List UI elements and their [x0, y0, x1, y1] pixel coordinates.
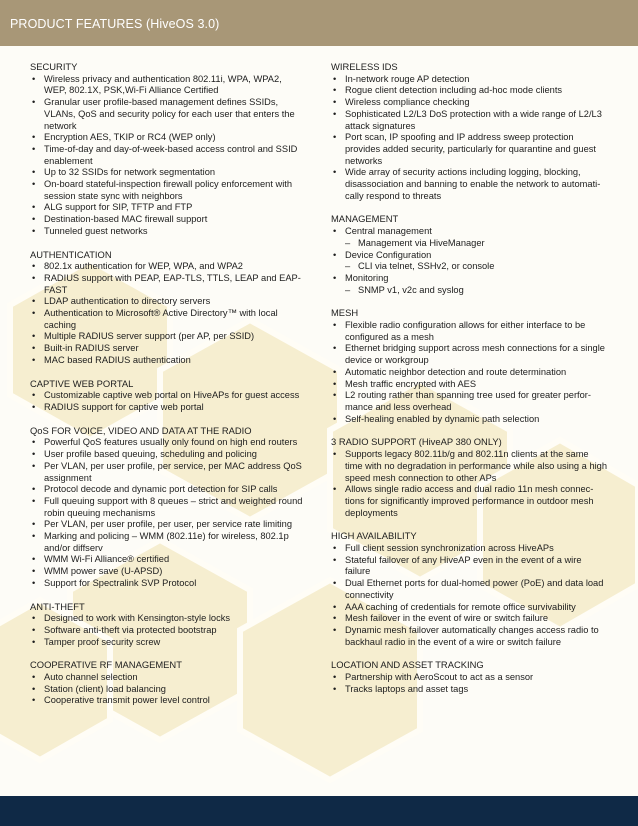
- feature-list: [331, 449, 607, 519]
- left-column: [30, 61, 304, 718]
- section-title: 3 RADIO SUPPORT (HiveAP 380 ONLY): [331, 436, 502, 448]
- list-item: • Authentication to Microsoft® Active Directory™ with local caching: [30, 308, 304, 331]
- list-item: • Multiple RADIUS server support (per AP, per SSID): [30, 331, 304, 343]
- section-authentication: [30, 249, 304, 367]
- sub-list-item: – SNMP v1, v2c and syslog: [331, 285, 607, 297]
- list-item: • Tracks laptops and asset tags: [331, 684, 607, 696]
- section-location-and-asset-tracking: [331, 659, 607, 695]
- section-mesh: [331, 307, 607, 425]
- list-item: • ALG support for SIP, TFTP and FTP: [30, 202, 304, 214]
- list-item: • Time-of-day and day-of-week-based access control and SSID enablement: [30, 144, 304, 167]
- list-item: • LDAP authentication to directory servers: [30, 296, 304, 308]
- section-title: SECURITY: [30, 61, 78, 72]
- list-item: • WMM Wi-Fi Alliance® certified: [30, 554, 304, 566]
- list-item: • Customizable captive web portal on HiveAPs for guest access: [30, 390, 304, 402]
- section-captive-web-portal: [30, 378, 304, 414]
- list-item: • Flexible radio configuration allows for either interface to be configured as a mesh: [331, 320, 607, 343]
- list-item: • Destination-based MAC firewall support: [30, 214, 304, 226]
- feature-list: [30, 437, 304, 589]
- list-item: • On-board stateful-inspection firewall policy enforcement with session state sync with neighbors: [30, 179, 304, 202]
- feature-list: [331, 543, 607, 648]
- section-title: HIGH AVAILABILITY: [331, 530, 417, 542]
- section-security: [30, 61, 304, 238]
- list-item: • RADIUS support with PEAP, EAP-TLS, TTLS, LEAP and EAP-FAST: [30, 273, 304, 296]
- list-item: • Wide array of security actions including logging, blocking, disassociation and banning to enable the network to automati-cally respond to threats: [331, 167, 607, 202]
- feature-list: [331, 74, 607, 203]
- feature-list: [331, 320, 607, 425]
- list-item: • Allows single radio access and dual radio 11n mesh connec-tions for significantly improved performance in outdoor mesh deployments: [331, 484, 607, 519]
- list-item: • WMM power save (U-APSD): [30, 566, 304, 578]
- section-title: CAPTIVE WEB PORTAL: [30, 377, 134, 389]
- list-item: • MAC based RADIUS authentication: [30, 355, 304, 367]
- feature-list: [30, 613, 304, 648]
- list-item: • Dynamic mesh failover automatically changes access radio to backhaul radio in the event of a wire or switch failure: [331, 625, 607, 648]
- list-item: • Port scan, IP spoofing and IP address sweep protection provides added security, particularly for quarantine and guest networks: [331, 132, 607, 167]
- feature-list: [30, 672, 304, 707]
- list-item: • Self-healing enabled by dynamic path selection: [331, 414, 607, 426]
- list-item: • Rogue client detection including ad-hoc mode clients: [331, 85, 607, 97]
- list-item: • Mesh failover in the event of wire or switch failure: [331, 613, 607, 625]
- section-3-radio-support-hiveap-380-only: [331, 436, 607, 519]
- feature-list: [331, 226, 607, 296]
- section-title: ANTI-THEFT: [30, 600, 85, 612]
- list-item: • Designed to work with Kensington-style locks: [30, 613, 304, 625]
- list-item: • Software anti-theft via protected bootstrap: [30, 625, 304, 637]
- feature-list: [30, 74, 304, 238]
- list-item: • In-network rouge AP detection: [331, 74, 607, 86]
- list-item: • Encryption AES, TKIP or RC4 (WEP only): [30, 132, 304, 144]
- feature-list: [331, 672, 607, 695]
- sub-list-item: – Management via HiveManager: [331, 238, 607, 250]
- section-title: MANAGEMENT: [331, 213, 399, 225]
- list-item: • Full client session synchronization across HiveAPs: [331, 543, 607, 555]
- section-management: [331, 213, 607, 296]
- list-item: • Mesh traffic encrypted with AES: [331, 379, 607, 391]
- list-item: • Stateful failover of any HiveAP even in the event of a wire failure: [331, 555, 607, 578]
- sub-list-item: – CLI via telnet, SSHv2, or console: [331, 261, 607, 273]
- list-item: • Dual Ethernet ports for dual-homed power (PoE) and data load connectivity: [331, 578, 607, 601]
- list-item: • Per VLAN, per user profile, per user, per service rate limiting: [30, 519, 304, 531]
- page-footer-bar: [0, 796, 638, 826]
- list-item: • Tunneled guest networks: [30, 226, 304, 238]
- list-item: • AAA caching of credentials for remote office survivability: [331, 602, 607, 614]
- feature-list: [30, 390, 304, 413]
- list-item: • Support for Spectralink SVP Protocol: [30, 578, 304, 590]
- list-item: • Protocol decode and dynamic port detection for SIP calls: [30, 484, 304, 496]
- list-item: • Automatic neighbor detection and route determination: [331, 367, 607, 379]
- list-item: • Built-in RADIUS server: [30, 343, 304, 355]
- section-high-availability: [331, 530, 607, 648]
- list-item: • Auto channel selection: [30, 672, 304, 684]
- section-title: MESH: [331, 307, 359, 319]
- list-item: • Supports legacy 802.11b/g and 802.11n clients at the same time with no degradation in performance while also using a high speed mesh connection to other APs: [331, 449, 607, 484]
- list-item: • Wireless privacy and authentication 802.11i, WPA, WPA2, WEP, 802.1X, PSK,Wi-Fi Alliance Certified: [30, 74, 304, 97]
- section-title: AUTHENTICATION: [30, 248, 112, 260]
- list-item: • Ethernet bridging support across mesh connections for a single device or workgroup: [331, 343, 607, 366]
- section-anti-theft: [30, 601, 304, 649]
- feature-list: [30, 261, 304, 366]
- section-qos-for-voice-video-and-data-at-the-radio: [30, 425, 304, 590]
- list-item: • Monitoring: [331, 273, 607, 285]
- section-title: WIRELESS IDS: [331, 61, 398, 72]
- list-item: • User profile based queuing, scheduling and policing: [30, 449, 304, 461]
- list-item: • Sophisticated L2/L3 DoS protection with a wide range of L2/L3 attack signatures: [331, 109, 607, 132]
- section-wireless-ids: [331, 61, 607, 202]
- section-title: QoS FOR VOICE, VIDEO AND DATA AT THE RADIO: [30, 424, 252, 436]
- list-item: • Granular user profile-based management defines SSIDs, VLANs, QoS and security policy for each user that enters the network: [30, 97, 304, 132]
- list-item: • Marking and policing – WMM (802.11e) for wireless, 802.1p and/or diffserv: [30, 531, 304, 554]
- list-item: • L2 routing rather than spanning tree used for greater perfor-mance and less overhead: [331, 390, 607, 413]
- list-item: • 802.1x authentication for WEP, WPA, and WPA2: [30, 261, 304, 273]
- list-item: • Up to 32 SSIDs for network segmentation: [30, 167, 304, 179]
- list-item: • Full queuing support with 8 queues – strict and weighted round robin queuing mechanisms: [30, 496, 304, 519]
- list-item: • Station (client) load balancing: [30, 684, 304, 696]
- page-header: [0, 0, 638, 46]
- list-item: • Central management: [331, 226, 607, 238]
- list-item: • Partnership with AeroScout to act as a sensor: [331, 672, 607, 684]
- list-item: • Powerful QoS features usually only found on high end routers: [30, 437, 304, 449]
- list-item: • Per VLAN, per user profile, per service, per MAC address QoS assignment: [30, 461, 304, 484]
- section-title: LOCATION AND ASSET TRACKING: [331, 659, 484, 671]
- list-item: • Device Configuration: [331, 250, 607, 262]
- list-item: • Cooperative transmit power level control: [30, 695, 304, 707]
- section-cooperative-rf-management: [30, 659, 304, 707]
- list-item: • Wireless compliance checking: [331, 97, 607, 109]
- right-column: [331, 61, 607, 706]
- section-title: COOPERATIVE RF MANAGEMENT: [30, 659, 182, 671]
- list-item: • RADIUS support for captive web portal: [30, 402, 304, 414]
- header-title: PRODUCT FEATURES (HiveOS 3.0): [10, 17, 220, 31]
- list-item: • Tamper proof security screw: [30, 637, 304, 649]
